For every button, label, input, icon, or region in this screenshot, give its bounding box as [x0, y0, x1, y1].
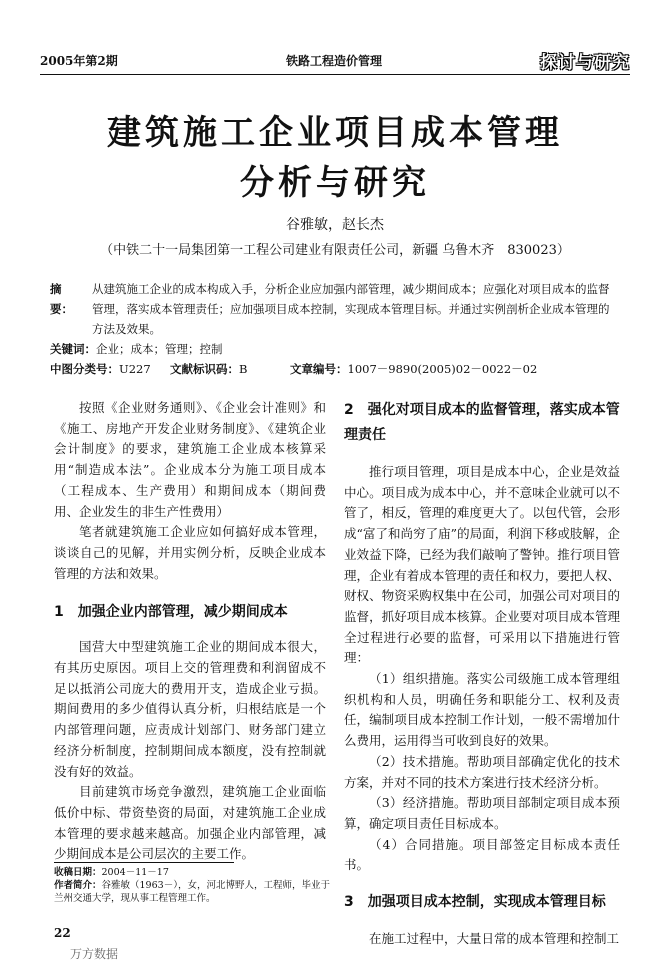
section-2-measure-1: （1）组织措施。落实公司级施工成本管理组织机构和人员，明确任务和职能分工、权利及责任，编制项目成本控制工作计划，一般不需增加什么费用，运用得当可收到良好的效果。 [344, 671, 620, 749]
received-label: 收稿日期： [54, 867, 102, 878]
clc-value: U227 [119, 362, 151, 376]
footnote [54, 866, 334, 905]
article-no-value: 1007－9890(2005)02－0022－02 [347, 362, 538, 376]
intro-paragraph-1: 按照《企业财务通则》、《企业会计准则》和《施工、房地产开发企业财务制度》、《建筑企业会计制度》的要求，建筑施工企业成本核算采用“制造成本法”。企业成本分为施工项目成本（工程成本、生产费用）和期间成本（期间费用、企业发生的非生产性费用） [54, 400, 326, 519]
article-title [0, 108, 670, 208]
author-bio-label: 作者简介： [54, 880, 102, 891]
section-3-heading: 3 加强项目成本控制，实现成本管理目标 [344, 894, 606, 911]
section-1-paragraph-2: 目前建筑市场竞争激烈，建筑施工企业面临低价中标、带资垫资的局面，对建筑施工企业成本管理的要求越来越高。加强企业内部管理，减少期间成本是公司层次的主要工作。 [54, 784, 326, 862]
doc-code-value: B [239, 362, 248, 376]
issue-label: 2005年第2期 [40, 54, 118, 68]
abstract [50, 279, 618, 339]
author-bio: 谷雅敏（1963－），女，河北博野人，工程师，毕业于兰州交通大学，现从事工程管理工作。 [54, 880, 330, 904]
section-1-heading: 1 加强企业内部管理，减少期间成本 [54, 604, 288, 621]
column-badge: 探讨与研究 [540, 53, 630, 73]
footnote-rule [54, 862, 234, 863]
title-line-2: 分析与研究 [240, 163, 430, 203]
right-column [344, 398, 620, 950]
authors: 谷雅敏，赵长杰 [286, 217, 384, 233]
intro-paragraph-2: 笔者就建筑施工企业应如何搞好成本管理，谈谈自己的见解，并用实例分析，反映企业成本管理的方法和效果。 [54, 524, 326, 581]
keywords-text: 企业；成本；管理；控制 [96, 342, 223, 356]
classification-line [50, 361, 620, 377]
journal-name: 铁路工程造价管理 [286, 54, 383, 68]
section-2-measure-3: （3）经济措施。帮助项目部制定项目成本预算，确定项目责任目标成本。 [344, 795, 620, 831]
section-2-paragraph-1: 推行项目管理，项目是成本中心，企业是效益中心。项目成为成本中心，并不意味企业就可以不管了，相反，管理的难度更大了。以包代管，会形成“富了和尚穷了庙”的局面，利润下移或肢解，企业效益下降，已经为我们敲响了警钟。推行项目管理，企业有着成本管理的责任和权力，要把人权、财权、物资采购权集中在公司，加强公司对项目的监督，抓好项目成本核算。企业要对项目成本管理全过程进行必要的监督，可采用以下措施进行管理： [344, 464, 620, 666]
keywords [50, 341, 618, 357]
left-column [54, 398, 326, 865]
abstract-label: 摘 要： [50, 282, 73, 316]
article-no-label: 文章编号： [290, 362, 348, 376]
page-number: 22 [54, 926, 71, 940]
running-header [40, 48, 630, 72]
keywords-label: 关键词： [50, 342, 96, 356]
affiliation: （中铁二十一局集团第一工程公司建业有限责任公司，新疆 乌鲁木齐 830023） [100, 243, 570, 258]
section-2-measure-4: （4）合同措施。项目部签定目标成本责任书。 [344, 836, 620, 873]
watermark: 万方数据 [70, 947, 119, 961]
header-rule [40, 74, 630, 75]
section-2-heading: 2 强化对项目成本的监督管理，落实成本管理责任 [344, 402, 620, 443]
title-line-1: 建筑施工企业项目成本管理 [107, 113, 563, 153]
section-2-measure-2: （2）技术措施。帮助项目部确定优化的技术方案，并对不同的技术方案进行技术经济分析。 [344, 753, 620, 790]
received-date: 2004－11－17 [101, 867, 169, 878]
section-1-paragraph-1: 国营大中型建筑施工企业的期间成本很大，有其历史原因。项目上交的管理费和利润留成不足以抵消公司庞大的费用开支，造成企业亏损。期间费用的多少值得认真分析，归根结底是一个内部管理问题，应责成计划部门、财务部门建立经济分析制度，控制期间成本额度，没有控制就没有好的效益。 [54, 639, 326, 779]
section-3-paragraph-1: 在施工过程中，大量日常的成本管理和控制工 [369, 931, 620, 947]
abstract-text: 从建筑施工企业的成本构成入手，分析企业应加强内部管理，减少期间成本；应强化对项目成本的监督管理，落实成本管理责任；应加强项目成本控制，实现成本管理目标。并通过实例剖析企业成本管理的方法及效果。 [92, 282, 610, 336]
doc-code-label: 文献标识码： [170, 362, 239, 376]
clc-label: 中图分类号： [50, 362, 119, 376]
